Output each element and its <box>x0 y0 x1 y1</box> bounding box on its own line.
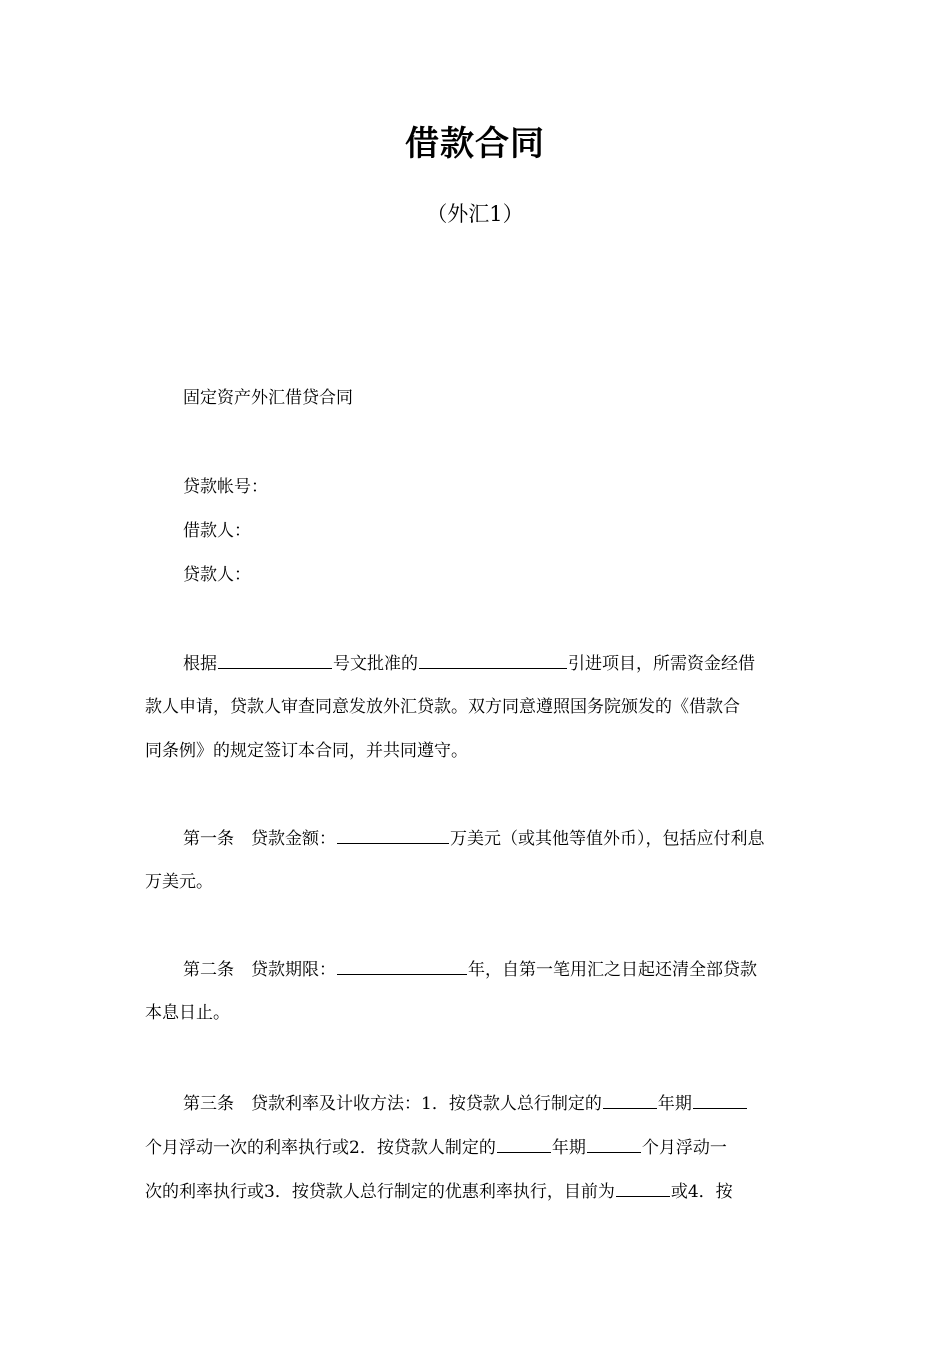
article-3-line-1 <box>145 1091 848 1116</box>
article-text: 或4．按 <box>670 1182 733 1202</box>
article-2-line-2: 本息日止。 <box>145 1003 230 1023</box>
rate-blank <box>616 1179 670 1197</box>
article-text: 次的利率执行或3．按贷款人总行制定的优惠利率执行，目前为 <box>145 1182 615 1202</box>
document-subtitle: （外汇1） <box>426 202 524 226</box>
loan-account-label: 贷款帐号： <box>183 477 268 497</box>
article-text: 个月浮动一 <box>641 1138 727 1158</box>
article-3-line-3 <box>145 1179 810 1204</box>
article-1-line-2: 万美元。 <box>145 872 213 892</box>
article-text: 第一条 贷款金额： <box>183 829 336 849</box>
lender-label: 贷款人： <box>183 565 251 585</box>
preamble-text: 根据 <box>183 654 217 674</box>
document-title: 借款合同 <box>405 124 545 164</box>
contract-heading: 固定资产外汇借贷合同 <box>183 388 353 408</box>
borrower-label: 借款人： <box>183 521 251 541</box>
article-text: 年期 <box>657 1094 692 1114</box>
months-blank <box>587 1135 641 1153</box>
approval-number-blank <box>218 651 332 669</box>
article-2-line-1 <box>145 957 848 982</box>
preamble-line-1 <box>145 651 848 676</box>
preamble-text: 号文批准的 <box>333 654 418 674</box>
preamble-text: 引进项目，所需资金经借 <box>568 654 755 674</box>
loan-term-blank <box>337 957 467 975</box>
article-text: 第三条 贷款利率及计收方法：1．按贷款人总行制定的 <box>183 1094 602 1114</box>
years-blank <box>497 1135 551 1153</box>
article-1-line-1 <box>145 826 848 851</box>
project-name-blank <box>419 651 567 669</box>
years-blank <box>603 1091 657 1109</box>
article-text: 年，自第一笔用汇之日起还清全部贷款 <box>468 960 757 980</box>
article-text: 个月浮动一次的利率执行或2．按贷款人制定的 <box>145 1138 496 1158</box>
article-text: 年期 <box>551 1138 586 1158</box>
article-3-line-2 <box>145 1135 810 1160</box>
article-text: 第二条 贷款期限： <box>183 960 336 980</box>
preamble-line-2: 款人申请，贷款人审查同意发放外汇贷款。双方同意遵照国务院颁发的《借款合 <box>145 697 740 717</box>
preamble-line-3: 同条例》的规定签订本合同，并共同遵守。 <box>145 741 468 761</box>
months-blank <box>693 1091 747 1109</box>
loan-amount-blank <box>337 826 449 844</box>
article-text: 万美元（或其他等值外币），包括应付利息 <box>450 829 765 849</box>
